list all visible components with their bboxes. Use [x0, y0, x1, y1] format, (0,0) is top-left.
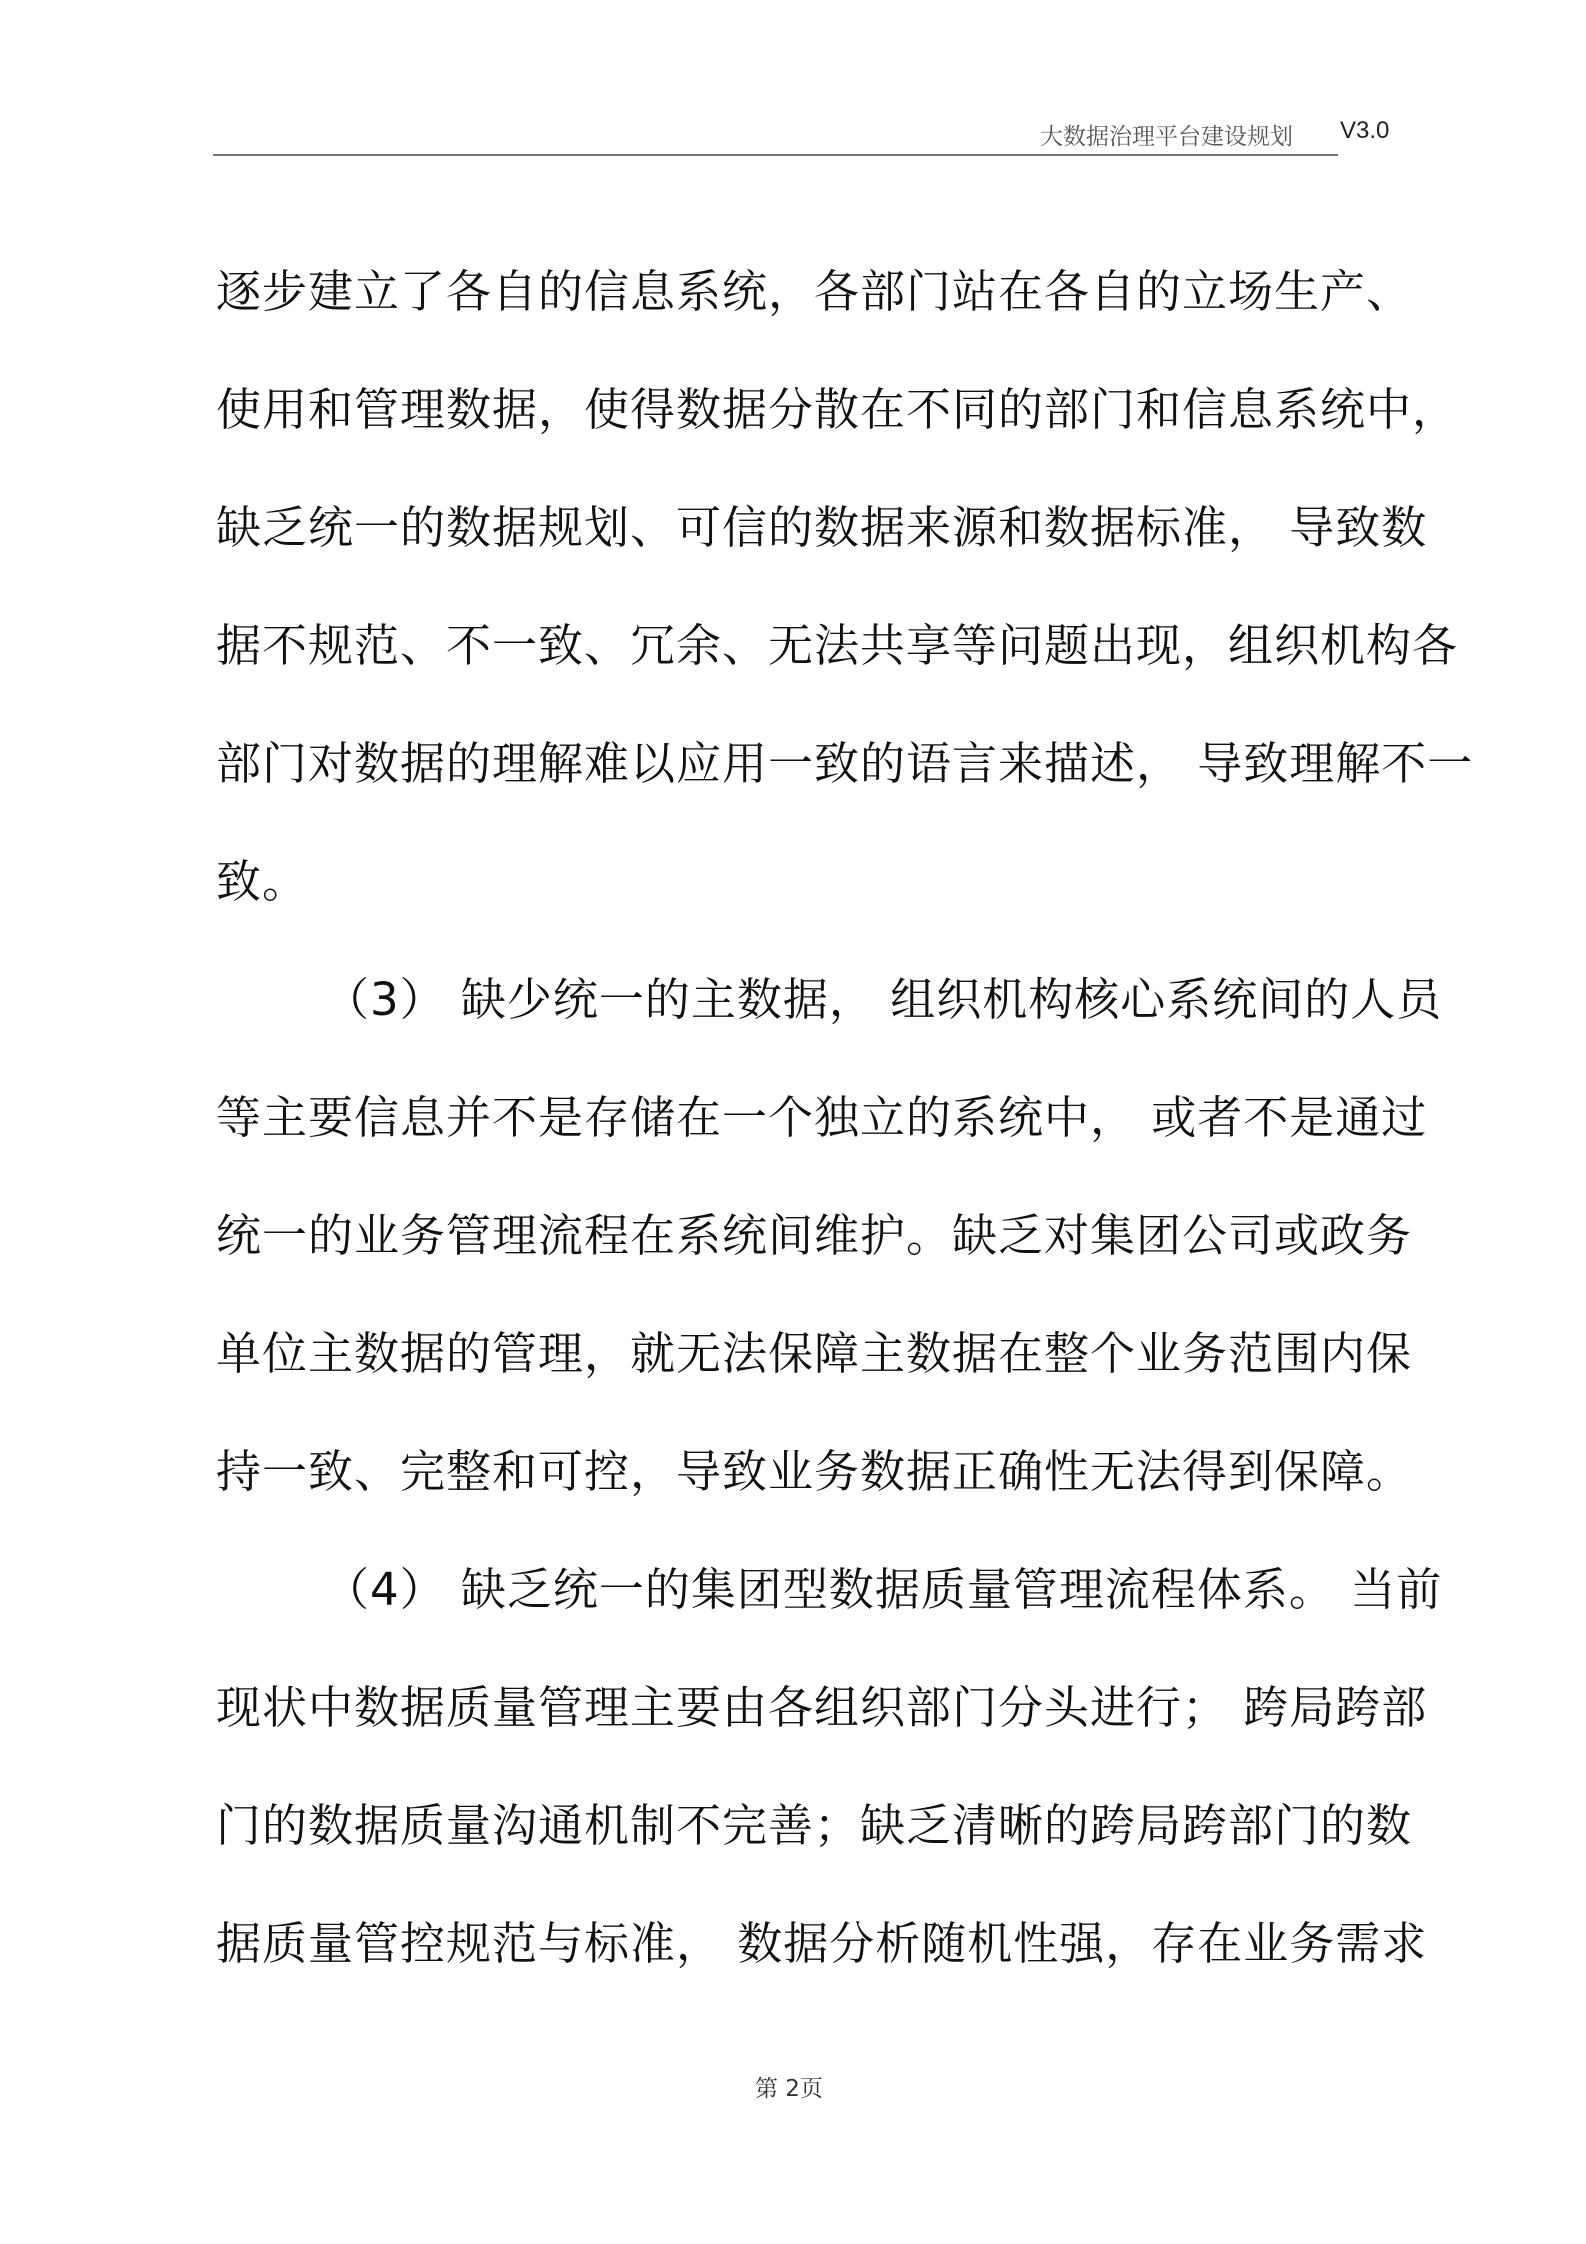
- text-line: 据质量管控规范与标准， 数据分析随机性强，存在业务需求: [216, 1917, 1428, 1970]
- header-version: V3.0: [1340, 117, 1390, 144]
- text-line: 统一的业务管理流程在系统间维护。缺乏对集团公司或政务: [216, 1209, 1413, 1262]
- text-line: 持一致、完整和可控，导致业务数据正确性无法得到保障。: [216, 1445, 1413, 1498]
- text-line: 使用和管理数据，使得数据分散在不同的部门和信息系统中，: [216, 383, 1459, 436]
- header-divider: [213, 154, 1338, 156]
- text-line: 等主要信息并不是存储在一个独立的系统中， 或者不是通过: [216, 1091, 1428, 1144]
- text-line: 致。: [216, 855, 309, 908]
- text-line: （4） 缺乏统一的集团型数据质量管理流程体系。 当前: [324, 1563, 1443, 1616]
- text-line: （3） 缺少统一的主数据， 组织机构核心系统间的人员: [324, 973, 1443, 1026]
- text-line: 部门对数据的理解难以应用一致的语言来描述， 导致理解不一: [216, 737, 1474, 790]
- text-line: 据不规范、不一致、冗余、无法共享等问题出现，组织机构各: [216, 619, 1459, 672]
- text-line: 单位主数据的管理，就无法保障主数据在整个业务范围内保: [216, 1327, 1413, 1380]
- header-title: 大数据治理平台建设规划: [1040, 124, 1293, 150]
- text-line: 逐步建立了各自的信息系统，各部门站在各自的立场生产、: [216, 265, 1413, 318]
- text-line: 缺乏统一的数据规划、可信的数据来源和数据标准， 导致数: [216, 501, 1428, 554]
- text-line: 现状中数据质量管理主要由各组织部门分头进行； 跨局跨部: [216, 1681, 1428, 1734]
- page-number: 第 2页: [755, 2076, 823, 2102]
- text-line: 门的数据质量沟通机制不完善；缺乏清晰的跨局跨部门的数: [216, 1799, 1413, 1852]
